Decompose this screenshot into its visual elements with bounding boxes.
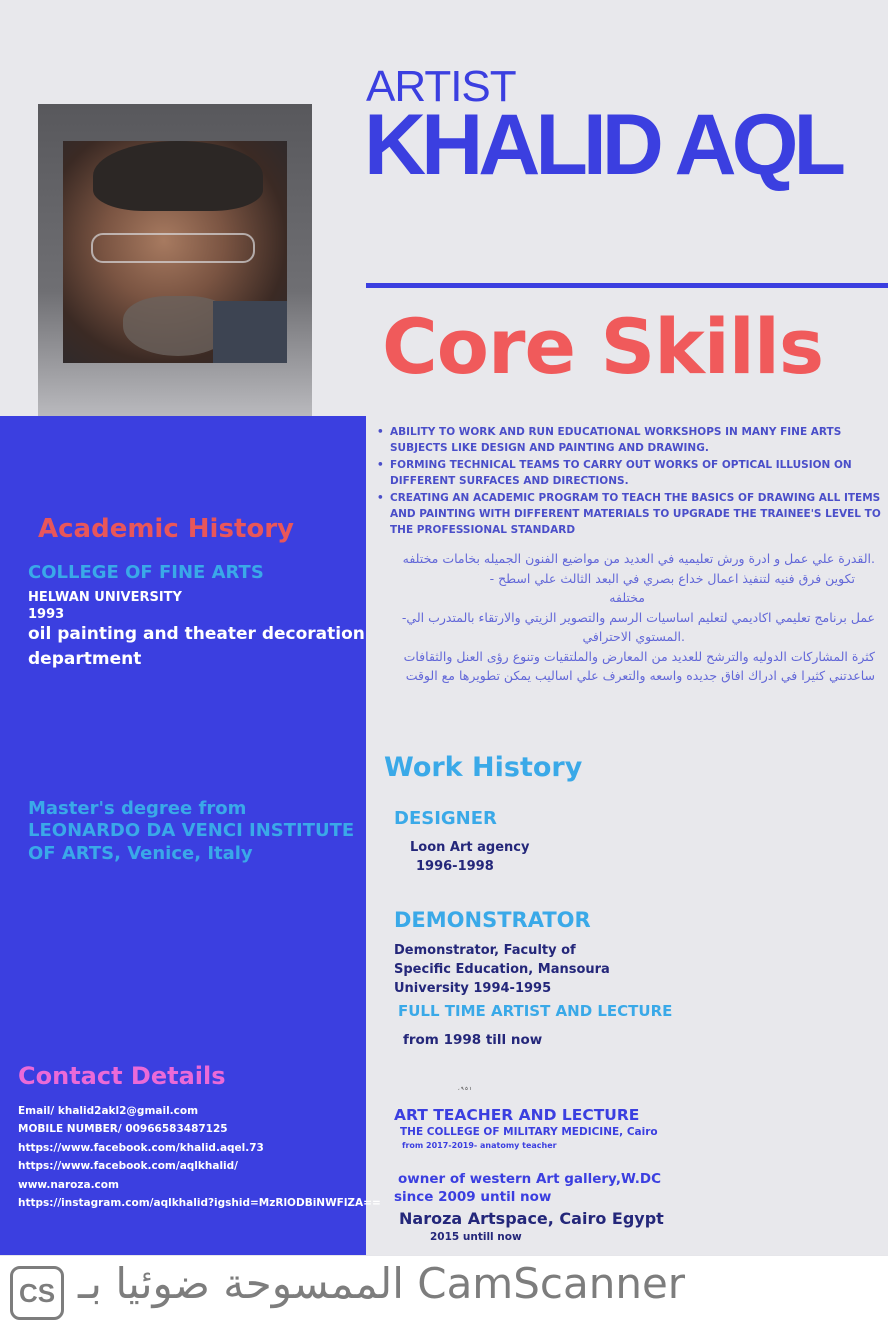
fulltime-years: from 1998 till now [403,1032,543,1048]
department-line-1: oil painting and theater decoration [28,624,365,644]
university-name: HELWAN UNIVERSITY [28,590,182,605]
demonstrator-title: DEMONSTRATOR [394,908,591,932]
work-history-title: Work History [384,752,583,783]
college-name: COLLEGE OF FINE ARTS [28,562,264,583]
demonstrator-line-1: Demonstrator, Faculty of [394,943,576,958]
gallery-line-1: owner of western Art gallery,W.DC [398,1171,661,1187]
arabic-skills [385,549,875,686]
masters-line-1: Master's degree from [28,798,247,819]
skill-item: • CREATING AN ACADEMIC PROGRAM TO TEACH THE BASICS OF DRAWING ALL ITEMS AND PAINTING WITH DIFFERENT MATERIALS TO UPGRADE THE TRAINEE'S LEVEL TO THE PROFESSIONAL STANDARD [390,490,888,538]
naroza-years: 2015 untill now [430,1231,522,1243]
arabic-line: كثرة المشاركات الدوليه والترشح للعديد من المعارض والملتقيات وتنوع رؤى العنل والثقافات [403,648,875,664]
arabic-line: عمل برنامج تعليمي اكاديمي لتعليم اساسيات الرسم والتصوير الزيتي والارتقاء بالمتدرب الي- [401,609,875,625]
contact-facebook-2[interactable]: https://www.facebook.com/aqlkhalid/ [18,1160,238,1172]
demonstrator-line-3: University 1994-1995 [394,981,552,996]
arabic-line: .المستوي الاحترافي [582,629,685,644]
skill-item: • ABILITY TO WORK AND RUN EDUCATIONAL WORKSHOPS IN MANY FINE ARTS SUBJECTS LIKE DESIGN AND PAINTING AND DRAWING. [390,424,888,456]
contact-instagram[interactable]: https://instagram.com/aqlkhalid?igshid=MzRlODBiNWFlZA== [18,1197,381,1209]
designer-years: 1996-1998 [416,859,494,874]
camscanner-watermark: الممسوحة ضوئيا بـ CamScanner [78,1259,686,1308]
masters-line-2: LEONARDO DA VENCI INSTITUTE [28,820,355,841]
contact-details-title: Contact Details [18,1062,226,1090]
contact-email[interactable]: Email/ khalid2akl2@gmail.com [18,1105,199,1117]
masters-line-3: OF ARTS, Venice, Italy [28,843,253,864]
contact-facebook-1[interactable]: https://www.facebook.com/khalid.aqel.73 [18,1142,264,1154]
portrait-photo [63,141,287,363]
department-line-2: department [28,649,142,669]
teacher-years: from 2017-2019- anatomy teacher [402,1141,557,1150]
skills-list [376,424,888,539]
gallery-line-2: since 2009 until now [394,1189,552,1205]
designer-title: DESIGNER [394,808,497,829]
contact-mobile: MOBILE NUMBER/ 00966583487125 [18,1123,228,1135]
skill-item: • FORMING TECHNICAL TEAMS TO CARRY OUT WORKS OF OPTICAL ILLUSION ON DIFFERENT SURFACES AND DIRECTIONS. [390,457,888,489]
academic-history-title: Academic History [38,514,295,544]
arabic-line: تكوين فرق فنيه لتنفيذ اعمال خداع بصري في البعد الثالث علي اسطح - [489,570,855,586]
artist-name: KHALID AQL [364,97,842,193]
fulltime-title: FULL TIME ARTIST AND LECTURE [398,1002,673,1020]
camscanner-logo-icon: CS [10,1266,64,1320]
contact-website[interactable]: www.naroza.com [18,1179,119,1191]
small-note: ، ١ ٥ ٩ [458,1086,472,1092]
graduation-year: 1993 [28,607,65,622]
teacher-title: ART TEACHER AND LECTURE [394,1106,640,1124]
demonstrator-line-2: Specific Education, Mansoura [394,962,610,977]
core-skills-title: Core Skills [382,302,824,391]
arabic-line: .القدرة علي عمل و ادرة ورش تعليميه في العديد من مواضيع الفنون الجميله بخامات مختلفه [402,551,875,566]
teacher-place: THE COLLEGE OF MILITARY MEDICINE, Cairo [400,1126,658,1138]
artist-label: ARTIST [366,62,516,111]
arabic-line: ساعدتني كثيرا في ادراك افاق جديده واسعه والتعرف علي اساليب يمكن تطويرها مع الوقت [405,668,875,683]
designer-company: Loon Art agency [410,840,530,855]
divider [366,283,888,288]
naroza-title: Naroza Artspace, Cairo Egypt [399,1209,664,1228]
arabic-line: مختلفه [609,590,645,605]
